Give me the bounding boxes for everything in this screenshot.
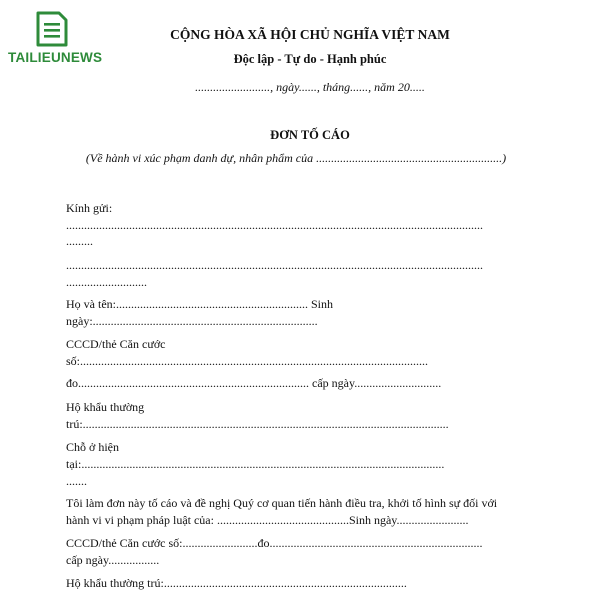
recipient-dots-1b: ......... <box>66 234 93 248</box>
household-line: trú:.......................................................................................................................... <box>66 417 449 431</box>
statement-line-1: Tôi làm đơn này tố cáo và đề nghị Quý cơ quan tiến hành điều tra, khởi tố hình sự đối với <box>66 496 498 510</box>
recipient-label: Kính gửi: <box>66 201 113 215</box>
country-heading: CỘNG HÒA XÃ HỘI CHỦ NGHĨA VIỆT NAM <box>170 27 450 42</box>
residence-label: Chỗ ở hiện <box>66 440 120 454</box>
motto: Độc lập - Tự do - Hạnh phúc <box>233 52 387 66</box>
id-card-label: CCCD/thẻ Căn cước <box>66 337 166 351</box>
document-title: ĐƠN TỐ CÁO <box>270 128 350 142</box>
statement-line-2: hành vi vi phạm pháp luật của: ............................................Sinh ngày........................ <box>66 513 469 527</box>
residence-line-cont: ....... <box>66 474 87 488</box>
residence-line: tại:......................................................................................................................... <box>66 457 445 471</box>
issued-line: đo............................................................................. cấp ngày............................. <box>66 376 442 390</box>
birthdate-line: ngày:........................................................................... <box>66 314 318 328</box>
date-line: ........................., ngày......, tháng......, năm 20..... <box>195 80 425 94</box>
recipient-dots-2: ........................................................................................................................................... <box>66 258 483 272</box>
id-card-number-line: số:.................................................................................................................... <box>66 354 429 368</box>
document-subtitle: (Về hành vi xúc phạm danh dự, nhân phẩm của ..............................................................) <box>85 151 507 165</box>
accused-id-line: CCCD/thẻ Căn cước số:.........................đo....................................................................... <box>66 536 483 550</box>
fullname-line: Họ và tên:................................................................ Sinh <box>66 297 333 311</box>
recipient-dots-1: ........................................................................................................................................... <box>66 218 483 232</box>
logo-text: TAILIEUNEWS <box>8 50 103 65</box>
accused-issued-line: cấp ngày................. <box>66 553 160 567</box>
accused-household-line: Hộ khẩu thường trú:................................................................................. <box>66 576 407 590</box>
recipient-dots-2b: ........................... <box>66 275 147 289</box>
household-label: Hộ khẩu thường <box>66 400 145 414</box>
